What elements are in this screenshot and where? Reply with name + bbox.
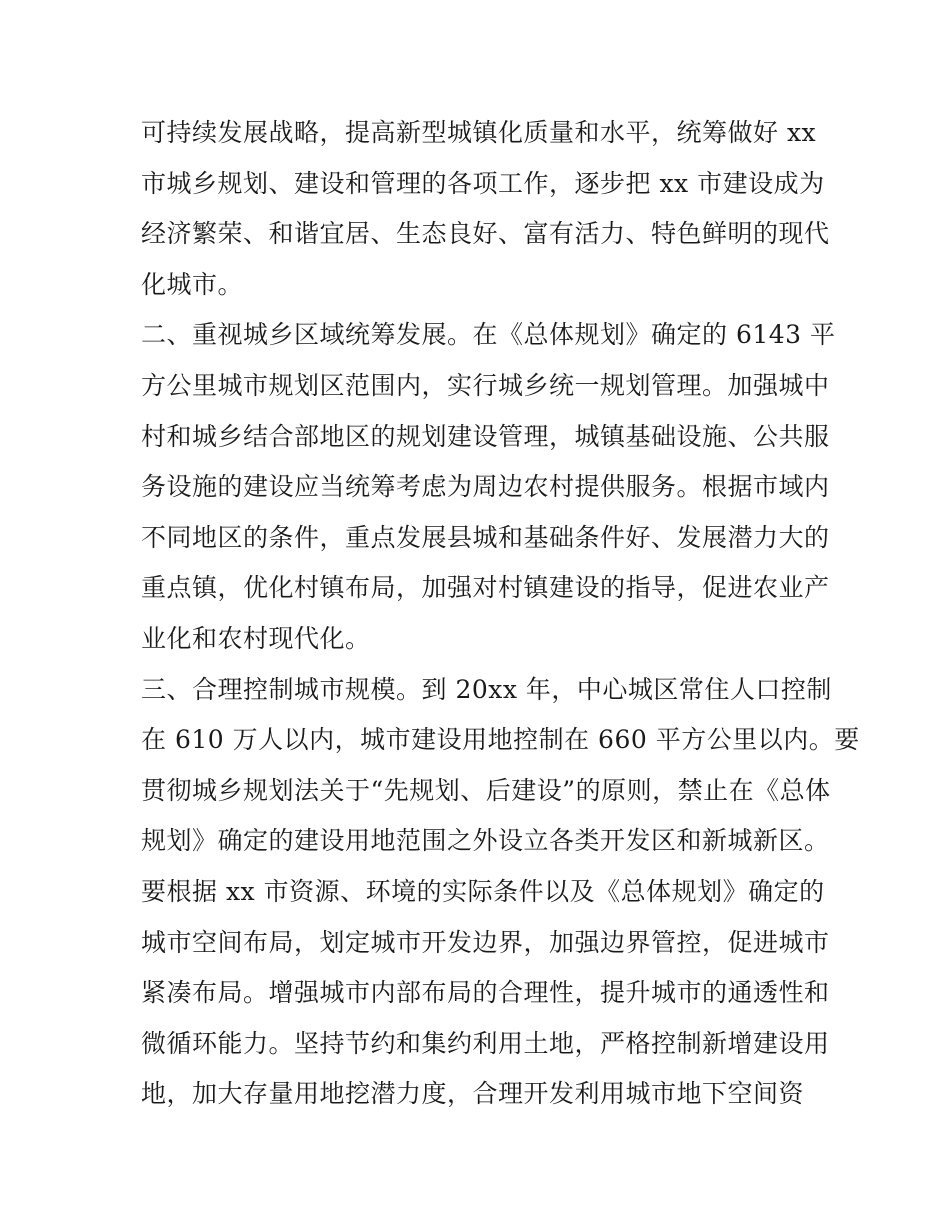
text-line: 务设施的建设应当统筹考虑为周边农村提供服务。根据市域内 [141, 472, 830, 502]
text-line: 三、合理控制城市规模。到 20xx 年，中心城区常住人口控制 [141, 674, 832, 704]
text-line: 化城市。 [141, 269, 244, 299]
text-line: 规划》确定的建设用地范围之外设立各类开发区和新城新区。 [141, 826, 830, 856]
text-line: 在 610 万人以内，城市建设用地控制在 660 平方公里以内。要 [141, 725, 860, 755]
text-line: 微循环能力。坚持节约和集约利用土地，严格控制新增建设用 [141, 1028, 830, 1058]
text-line: 市城乡规划、建设和管理的各项工作，逐步把 xx 市建设成为 [141, 168, 825, 198]
text-line: 城市空间布局，划定城市开发边界，加强边界管控，促进城市 [141, 927, 830, 957]
text-line: 要根据 xx 市资源、环境的实际条件以及《总体规划》确定的 [141, 876, 825, 906]
text-line: 业化和农村现代化。 [141, 623, 371, 653]
text-line: 重点镇，优化村镇布局，加强对村镇建设的指导，促进农业产 [141, 573, 830, 603]
text-line: 经济繁荣、和谐宜居、生态良好、富有活力、特色鲜明的现代 [141, 219, 830, 249]
text-line: 方公里城市规划区范围内，实行城乡统一规划管理。加强城中 [141, 370, 830, 400]
text-line: 地，加大存量用地挖潜力度，合理开发利用城市地下空间资 [141, 1079, 805, 1109]
text-line: 村和城乡结合部地区的规划建设管理，城镇基础设施、公共服 [141, 421, 830, 451]
text-line: 二、重视城乡区域统筹发展。在《总体规划》确定的 6143 平 [141, 320, 836, 350]
text-line: 可持续发展战略，提高新型城镇化质量和水平，统筹做好 xx [141, 118, 817, 147]
text-line: 紧凑布局。增强城市内部布局的合理性，提升城市的通透性和 [141, 978, 830, 1008]
document-body [141, 108, 860, 1120]
text-line: 贯彻城乡规划法关于“先规划、后建设”的原则，禁止在《总体 [141, 775, 831, 805]
text-line: 不同地区的条件，重点发展县城和基础条件好、发展潜力大的 [141, 522, 830, 552]
